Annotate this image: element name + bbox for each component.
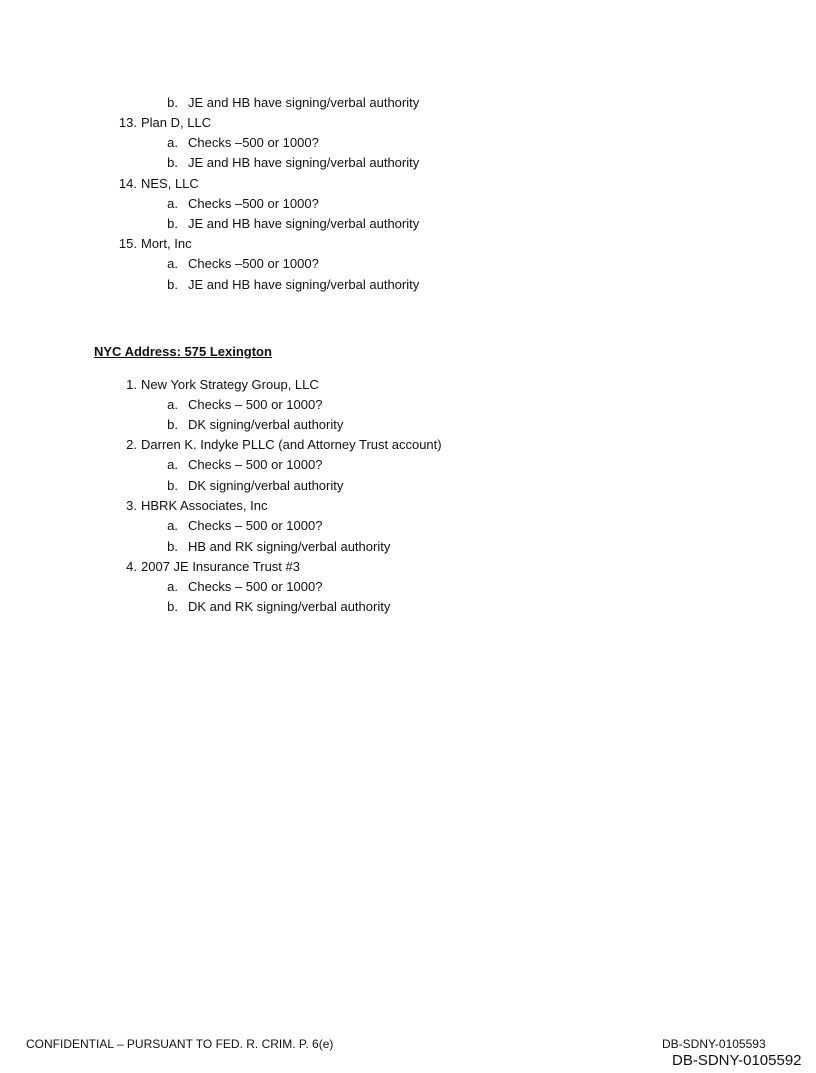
list-subitem-marker: b. bbox=[167, 599, 178, 614]
list-subitem-text: JE and HB have signing/verbal authority bbox=[188, 277, 420, 292]
list-item-text: Mort, Inc bbox=[141, 236, 192, 251]
list-subitem-marker: a. bbox=[167, 256, 178, 271]
list-subitem-text: HB and RK signing/verbal authority bbox=[188, 539, 391, 554]
list-item-number: 15. bbox=[118, 236, 137, 251]
list-item-text: NES, LLC bbox=[141, 176, 199, 191]
list-subitem-marker: a. bbox=[167, 135, 178, 150]
list-item-number: 13. bbox=[118, 115, 137, 130]
list-subitem-marker: b. bbox=[167, 539, 178, 554]
confidential-notice: CONFIDENTIAL – PURSUANT TO FED. R. CRIM. P. 6(e) bbox=[26, 1037, 334, 1051]
list-subitem-text: Checks – 500 or 1000? bbox=[188, 518, 323, 533]
list-subitem-marker: a. bbox=[167, 196, 178, 211]
list-item-text: Darren K. Indyke PLLC (and Attorney Trust account) bbox=[141, 437, 442, 452]
list-subitem-text: DK signing/verbal authority bbox=[188, 478, 344, 493]
list-item-text: New York Strategy Group, LLC bbox=[141, 377, 319, 392]
list-subitem-marker: b. bbox=[167, 216, 178, 231]
list-subitem-text: Checks – 500 or 1000? bbox=[188, 397, 323, 412]
list-subitem-text: Checks – 500 or 1000? bbox=[188, 579, 323, 594]
list-subitem-text: Checks –500 or 1000? bbox=[188, 256, 319, 271]
list-subitem-marker: b. bbox=[167, 155, 178, 170]
section-heading: NYC Address: 575 Lexington bbox=[94, 344, 272, 359]
list-subitem-marker: b. bbox=[167, 478, 178, 493]
list-subitem-text: Checks –500 or 1000? bbox=[188, 196, 319, 211]
list-subitem-text: Checks –500 or 1000? bbox=[188, 135, 319, 150]
list-item-number: 2. bbox=[126, 437, 137, 452]
list-subitem-text: DK and RK signing/verbal authority bbox=[188, 599, 391, 614]
list-item-text: HBRK Associates, Inc bbox=[141, 498, 268, 513]
list-item-number: 1. bbox=[126, 377, 137, 392]
list-subitem-text: DK signing/verbal authority bbox=[188, 417, 344, 432]
list-subitem-text: Checks – 500 or 1000? bbox=[188, 457, 323, 472]
list-subitem-marker: a. bbox=[167, 397, 178, 412]
list-subitem-text: JE and HB have signing/verbal authority bbox=[188, 155, 420, 170]
list-subitem-marker: a. bbox=[167, 579, 178, 594]
list-subitem-text: JE and HB have signing/verbal authority bbox=[188, 95, 420, 110]
list-subitem-marker: a. bbox=[167, 457, 178, 472]
list-item-number: 4. bbox=[126, 559, 137, 574]
list-subitem-marker: a. bbox=[167, 518, 178, 533]
list-subitem-text: JE and HB have signing/verbal authority bbox=[188, 216, 420, 231]
list-subitem-marker: b. bbox=[167, 417, 178, 432]
bates-number-primary: DB-SDNY-0105593 bbox=[662, 1037, 766, 1051]
list-item-text: Plan D, LLC bbox=[141, 115, 212, 130]
bates-number-secondary: DB-SDNY-0105592 bbox=[672, 1052, 802, 1069]
list-subitem-marker: b. bbox=[167, 95, 178, 110]
list-item-number: 3. bbox=[126, 498, 137, 513]
list-item-text: 2007 JE Insurance Trust #3 bbox=[141, 559, 300, 574]
list-subitem-marker: b. bbox=[167, 277, 178, 292]
list-item-number: 14. bbox=[118, 176, 137, 191]
